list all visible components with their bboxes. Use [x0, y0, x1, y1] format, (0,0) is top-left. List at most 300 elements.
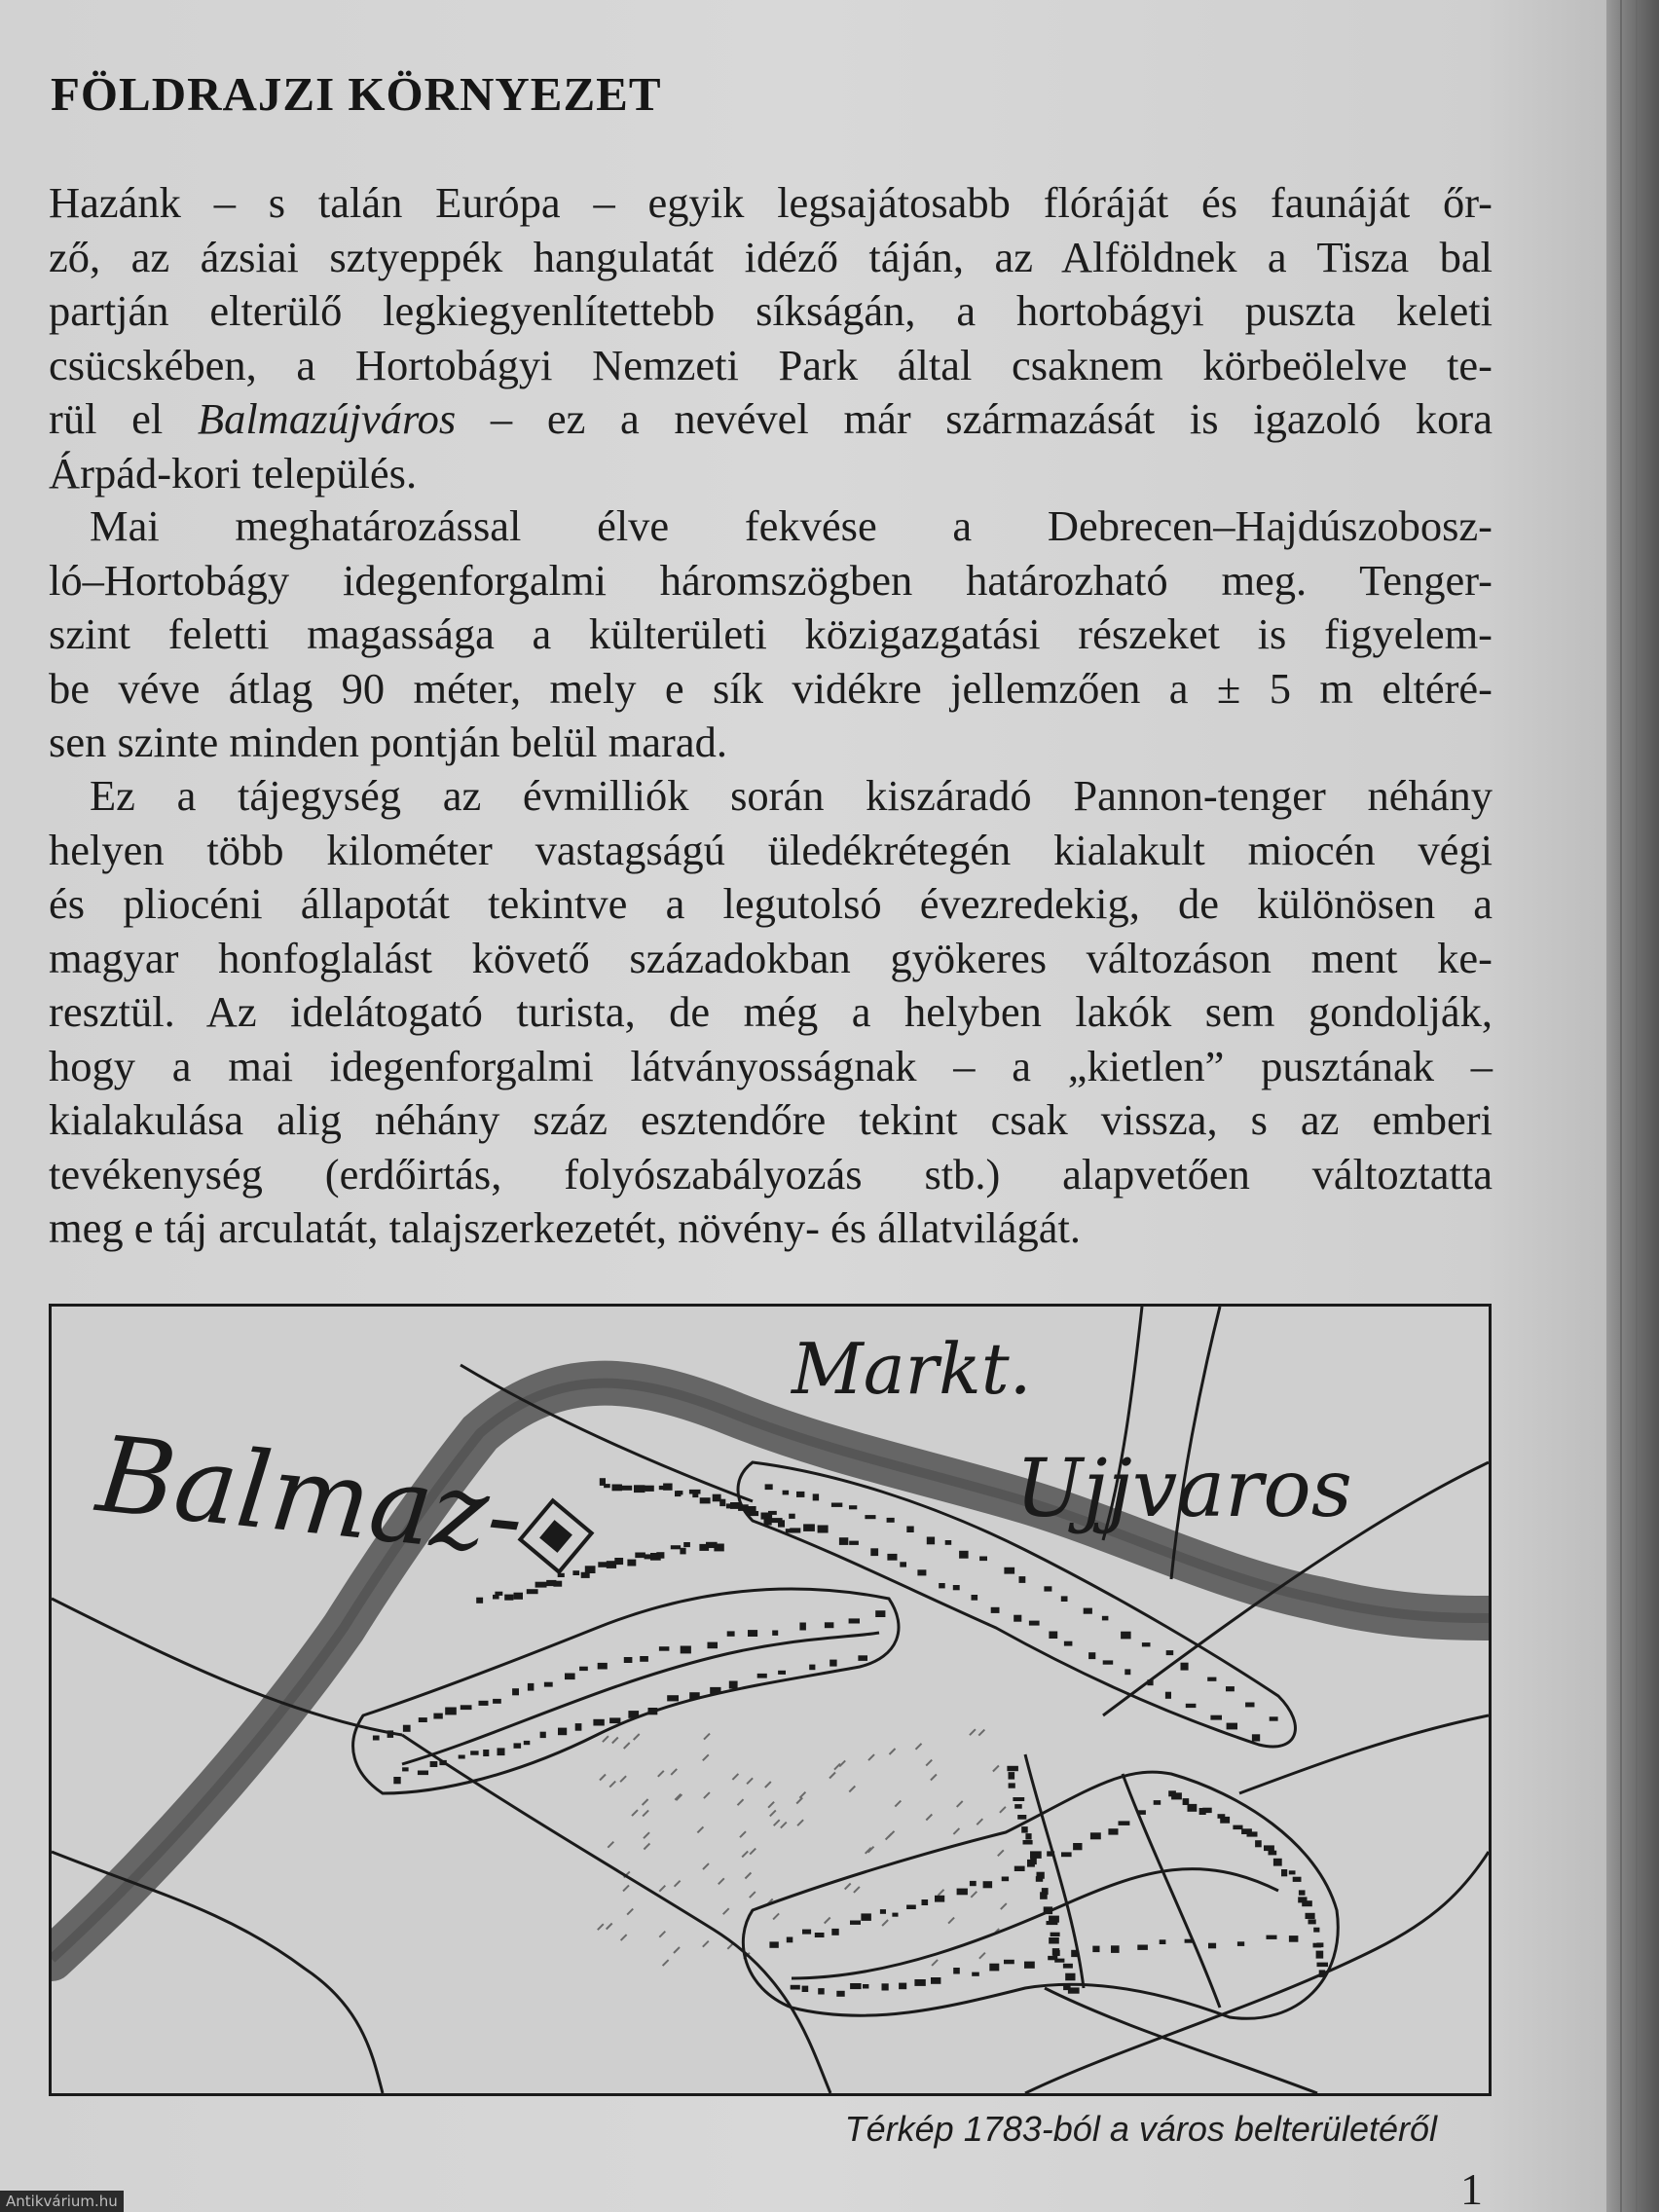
- paragraph-3: [49, 769, 1493, 1256]
- map-hatch-stroke: [750, 1892, 756, 1898]
- map-house: [1181, 1663, 1189, 1671]
- map-house: [729, 1681, 738, 1689]
- map-hatch-stroke: [704, 1792, 710, 1798]
- map-house: [1047, 1851, 1054, 1856]
- map-hatch-stroke: [799, 1792, 805, 1798]
- map-house: [1264, 1845, 1274, 1851]
- map-house: [1023, 1840, 1033, 1845]
- map-hatch-stroke: [750, 1849, 756, 1855]
- map-house: [645, 1486, 654, 1492]
- map-hatch-stroke: [768, 1802, 774, 1808]
- map-house: [796, 1492, 804, 1497]
- map-house: [681, 1646, 691, 1654]
- map-house: [418, 1771, 428, 1776]
- map-house: [791, 1985, 800, 1990]
- map-hatch-stroke: [825, 1918, 830, 1924]
- map-hatch-stroke: [632, 1810, 638, 1816]
- paragraph-line: be véve átlag 90 méter, mely e sík vidékre jellemzően a ± 5 m eltéré-: [49, 663, 1493, 713]
- map-hatch-stroke: [723, 1908, 729, 1914]
- map-house: [1014, 1866, 1025, 1871]
- map-house: [802, 1986, 809, 1992]
- map-house: [1013, 1797, 1024, 1801]
- map-house: [1068, 1987, 1080, 1993]
- map-house: [628, 1711, 639, 1718]
- map-house: [1154, 1800, 1161, 1805]
- line-text: rül el: [49, 394, 198, 443]
- map-house: [403, 1725, 411, 1732]
- map-house: [527, 1589, 538, 1594]
- map-house: [540, 1732, 546, 1738]
- map-house: [622, 1486, 633, 1491]
- map-house: [445, 1708, 457, 1715]
- map-hatch-stroke: [704, 1734, 710, 1740]
- map-hatch-stroke: [979, 1953, 985, 1959]
- map-hatch-stroke: [797, 1820, 803, 1825]
- map-house: [789, 1514, 795, 1519]
- map-hatch-stroke: [600, 1775, 606, 1781]
- map-house: [535, 1582, 547, 1588]
- map-house: [1065, 1973, 1075, 1981]
- map-house: [1088, 1652, 1095, 1659]
- page-edge: [1606, 0, 1659, 2212]
- map-hatch-stroke: [659, 1886, 665, 1892]
- map-hatch-stroke: [747, 1778, 753, 1784]
- map-house: [593, 1719, 604, 1726]
- map-house: [953, 1585, 960, 1590]
- map-house: [935, 1896, 944, 1902]
- map-hatch-stroke: [703, 1754, 709, 1760]
- map-house: [671, 1545, 681, 1549]
- map-house: [1165, 1692, 1171, 1699]
- map-house: [1186, 1704, 1197, 1708]
- map-house: [1092, 1946, 1099, 1953]
- map-house: [939, 1583, 945, 1588]
- map-house: [802, 1930, 811, 1935]
- map-house: [1270, 1716, 1278, 1720]
- map-house: [887, 1518, 895, 1523]
- town-name-italic: Balmazújváros: [197, 394, 457, 443]
- map-house: [931, 1977, 940, 1984]
- map-house: [572, 1570, 579, 1575]
- map-hatch-stroke: [624, 1743, 630, 1749]
- map-house: [1171, 1792, 1182, 1799]
- map-house: [1090, 1832, 1101, 1839]
- map-house: [1289, 1936, 1299, 1942]
- map-house: [524, 1741, 531, 1745]
- map-house: [970, 1881, 977, 1886]
- map-house: [1252, 1734, 1260, 1741]
- map-hatch-stroke: [926, 1815, 932, 1821]
- map-hatch-stroke: [674, 1947, 680, 1953]
- map-road: [1045, 1988, 1317, 2093]
- map-hatch-stroke: [830, 1773, 835, 1779]
- map-house: [1281, 1869, 1287, 1876]
- map-house: [1137, 1945, 1148, 1950]
- map-hatch-stroke: [608, 1842, 613, 1848]
- map-house: [1309, 1919, 1316, 1924]
- map-house: [1007, 1766, 1018, 1771]
- map-hatch-stroke: [953, 1828, 959, 1834]
- map-hatch-stroke: [703, 1863, 709, 1869]
- map-house: [1073, 1843, 1082, 1850]
- map-house: [544, 1682, 553, 1687]
- map-hatch-stroke: [868, 1754, 874, 1760]
- paragraph-line: ló–Hortobágy idegenforgalmi háromszögben határozható meg. Tenger-: [49, 555, 1493, 605]
- map-house: [1049, 1632, 1057, 1640]
- map-hatch-stroke: [663, 1960, 669, 1966]
- map-road: [1025, 1852, 1489, 2093]
- map-house: [1009, 1783, 1015, 1788]
- map-hatch-stroke: [697, 1826, 703, 1832]
- map-hatch-stroke: [854, 1887, 860, 1893]
- map-house: [1188, 1804, 1198, 1812]
- map-house: [989, 1964, 999, 1972]
- map-house: [483, 1750, 489, 1756]
- map-house: [624, 1657, 633, 1663]
- map-house: [663, 1484, 673, 1491]
- map-hatch-stroke: [627, 1909, 633, 1915]
- map-house: [778, 1520, 785, 1527]
- map-house: [1019, 1576, 1026, 1583]
- map-house: [1160, 1939, 1166, 1944]
- map-house: [470, 1751, 478, 1754]
- map-hatch-stroke: [849, 1787, 855, 1792]
- map-house: [479, 1701, 489, 1706]
- map-house: [1273, 1859, 1282, 1866]
- map-hatch-stroke: [1000, 1807, 1006, 1813]
- map-house: [1024, 1962, 1035, 1969]
- map-house: [1313, 1943, 1322, 1948]
- map-house: [836, 1991, 844, 1997]
- map-house: [433, 1714, 442, 1719]
- paragraph-line: szint feletti magassága a külterületi közigazgatási részeket is figyelem-: [49, 609, 1493, 658]
- map-road: [402, 1735, 830, 2093]
- map-hatch-stroke: [845, 1884, 851, 1890]
- map-hatch-stroke: [773, 1913, 779, 1919]
- paragraph-line: Árpád-kori település.: [49, 448, 418, 498]
- map-house: [1036, 1876, 1043, 1882]
- map-house: [558, 1573, 565, 1577]
- paragraph-line: csücskében, a Hortobágyi Nemzeti Park által csaknem körbeölelve te-: [49, 340, 1493, 389]
- map-house: [1044, 1586, 1051, 1591]
- paragraph-1: [49, 176, 1493, 500]
- map-house: [783, 1491, 790, 1495]
- map-hatch-stroke: [939, 1890, 944, 1896]
- map-house: [825, 1622, 834, 1628]
- map-house: [680, 1548, 685, 1555]
- map-house: [803, 1524, 815, 1531]
- map-house: [1061, 1852, 1072, 1857]
- map-house: [1002, 1877, 1009, 1882]
- map-house: [1142, 1642, 1151, 1646]
- map-hatch-stroke: [623, 1885, 629, 1891]
- map-house: [692, 1491, 698, 1497]
- map-hatch-stroke: [603, 1736, 608, 1742]
- map-hatch-stroke: [839, 1760, 845, 1766]
- map-house: [495, 1592, 502, 1596]
- map-house: [558, 1728, 567, 1736]
- map-house: [887, 1554, 897, 1561]
- paragraph-line: resztül. Az idelátogató turista, de még a helyben lakók sem gondolják,: [49, 987, 1493, 1036]
- map-hatch-stroke: [781, 1823, 787, 1828]
- paragraph-line: Ez a tájegység az évmilliók során kiszáradó Pannon-tenger néhány: [90, 771, 1493, 820]
- map-house: [635, 1553, 645, 1559]
- map-hatch-stroke: [932, 1960, 938, 1966]
- map-hatch-stroke: [1001, 1903, 1007, 1909]
- map-house: [1255, 1840, 1262, 1847]
- map-house: [979, 1557, 987, 1562]
- paragraph-line: és pliocéni állapotát tekintve a legutolsó évezredekig, de különösen a: [49, 879, 1493, 928]
- paragraph-line: tevékenység (erdőirtás, folyószabályozás stb.) alapvetően változtatta: [49, 1149, 1493, 1198]
- map-house: [861, 1913, 871, 1921]
- map-house: [514, 1593, 524, 1600]
- map-house: [1166, 1650, 1174, 1655]
- map-hatch-stroke: [957, 1801, 963, 1807]
- map-house: [983, 1881, 993, 1888]
- paragraph-line: ző, az ázsiai sztyeppék hangulatát idéző táján, az Alföldnek a Tisza bal: [49, 232, 1493, 281]
- map-house: [609, 1717, 620, 1723]
- map-hatch-stroke: [796, 1798, 802, 1804]
- map-house: [778, 1671, 786, 1675]
- map-label-ujjvaros: Ujjvaros: [1015, 1443, 1352, 1535]
- map-house: [772, 1631, 778, 1636]
- paragraph-line: hogy a mai idegenforgalmi látványosságnak – a „kietlen” pusztának –: [49, 1041, 1493, 1090]
- map-house: [1245, 1703, 1254, 1708]
- map-hatch-stroke: [719, 1878, 724, 1884]
- map-house: [1040, 1892, 1048, 1899]
- map-house: [858, 1655, 867, 1661]
- map-house: [1185, 1939, 1195, 1943]
- map-house: [387, 1730, 394, 1738]
- map-house: [1084, 1608, 1092, 1614]
- map-house: [1108, 1828, 1118, 1834]
- paragraph-line: Hazánk – s talán Európa – egyik legsajátosabb flóráját és faunáját őr-: [49, 178, 1493, 227]
- map-house: [972, 1595, 978, 1601]
- map-house: [1124, 1669, 1130, 1675]
- map-house: [787, 1937, 793, 1943]
- map-house: [1030, 1857, 1037, 1864]
- map-house: [914, 1979, 925, 1986]
- map-hatch-stroke: [740, 1831, 746, 1837]
- map-house: [850, 1921, 861, 1925]
- map-house: [1302, 1900, 1312, 1906]
- map-house: [972, 1972, 979, 1976]
- map-house: [459, 1755, 465, 1759]
- map-hatch-stroke: [916, 1744, 922, 1750]
- map-house: [953, 1968, 960, 1974]
- map-house: [640, 1656, 648, 1662]
- map-house: [1147, 1679, 1153, 1685]
- map-house: [1227, 1723, 1237, 1730]
- map-house: [1014, 1615, 1021, 1622]
- map-house: [708, 1642, 719, 1649]
- map-house: [748, 1630, 757, 1637]
- map-house: [1313, 1928, 1319, 1933]
- map-hatch-stroke: [926, 1760, 932, 1766]
- map-hatch-stroke: [643, 1799, 648, 1805]
- map-hatch-stroke: [978, 1730, 984, 1736]
- map-house: [627, 1560, 636, 1567]
- map-house: [1063, 1964, 1073, 1969]
- map-house: [1029, 1621, 1040, 1626]
- map-house: [906, 1905, 916, 1910]
- map-house: [882, 1983, 889, 1990]
- map-house: [757, 1674, 767, 1678]
- map-house: [1299, 1890, 1306, 1895]
- map-hatch-stroke: [598, 1924, 604, 1930]
- map-house: [1017, 1815, 1026, 1820]
- paragraph-2: [49, 499, 1493, 770]
- map-house: [656, 1552, 664, 1559]
- map-house: [1025, 1833, 1031, 1839]
- page-edge-line: [1636, 0, 1638, 2212]
- map-house: [1237, 1941, 1244, 1946]
- paragraph-line: sen szinte minden pontján belül marad.: [49, 718, 727, 766]
- paragraph-line: kialakulása alig néhány száz esztendőre tekint csak vissza, s az emberi: [49, 1095, 1493, 1144]
- map-house: [1210, 1715, 1222, 1720]
- map-hatch-stroke: [621, 1935, 627, 1940]
- map-house: [1207, 1677, 1216, 1681]
- map-house: [575, 1723, 582, 1731]
- map-house: [1061, 1596, 1068, 1602]
- map-house: [1102, 1616, 1109, 1621]
- map-house: [900, 1562, 906, 1567]
- map-hatch-stroke: [745, 1873, 751, 1879]
- map-house: [677, 1491, 683, 1494]
- map-house: [863, 1984, 868, 1989]
- map-hatch-stroke: [948, 1918, 954, 1924]
- map-house: [790, 1528, 800, 1532]
- paragraph-line-mixed: [49, 392, 1493, 447]
- map-hatch-stroke: [643, 1810, 648, 1816]
- map-house: [765, 1484, 773, 1490]
- map-hatch-stroke: [609, 1782, 615, 1788]
- map-hatch-stroke: [671, 1769, 677, 1775]
- map-house: [831, 1929, 838, 1936]
- map-house: [598, 1562, 607, 1567]
- map-hatch-stroke: [703, 1941, 709, 1947]
- map-house: [419, 1717, 427, 1722]
- map-house: [493, 1699, 501, 1704]
- map-hatch-stroke: [620, 1776, 626, 1782]
- page-edge-line: [1620, 0, 1622, 2212]
- map-house: [1111, 1945, 1120, 1953]
- map-house: [553, 1581, 562, 1587]
- map-hatch-stroke: [770, 1810, 776, 1816]
- map-house: [648, 1708, 658, 1714]
- map-house: [598, 1663, 608, 1670]
- map-house: [719, 1499, 725, 1506]
- map-house: [1004, 1567, 1014, 1574]
- map-house: [865, 1515, 875, 1519]
- map-house: [565, 1674, 575, 1680]
- map-house: [714, 1544, 723, 1552]
- map-road: [1239, 1715, 1489, 1793]
- map-house: [799, 1623, 806, 1631]
- map-house: [604, 1484, 610, 1488]
- map-house: [1316, 1951, 1324, 1959]
- map-house: [1049, 1937, 1059, 1944]
- map-house: [659, 1646, 670, 1651]
- map-hatch-stroke: [998, 1850, 1004, 1856]
- map-house: [957, 1889, 968, 1896]
- map-house: [1233, 1825, 1242, 1830]
- map-house: [922, 1899, 929, 1905]
- map-house: [875, 1610, 885, 1617]
- line-text: – ez a nevével már származását is igazoló kora: [456, 394, 1493, 443]
- map-house: [1047, 1921, 1058, 1925]
- map-house: [1293, 1877, 1302, 1882]
- map-house: [1306, 1913, 1315, 1919]
- map-house: [612, 1485, 623, 1492]
- map-house: [892, 1913, 898, 1917]
- map-house: [512, 1688, 519, 1695]
- map-church-inner: [539, 1520, 572, 1553]
- map-house: [710, 1687, 720, 1694]
- map-house: [870, 1548, 878, 1556]
- map-house: [818, 1526, 829, 1533]
- map-house: [614, 1558, 623, 1565]
- map-house: [1226, 1686, 1235, 1691]
- map-hatch-stroke: [970, 1729, 976, 1735]
- map-label-markt: Markt.: [792, 1328, 1032, 1410]
- map-house: [1247, 1831, 1258, 1836]
- map-house: [830, 1660, 836, 1667]
- map-house: [818, 1988, 825, 1994]
- map-house: [850, 1983, 862, 1989]
- paragraph-line: meg e táj arculatát, talajszerkezetét, növény- és állatvilágát.: [49, 1203, 1082, 1252]
- map-house: [927, 1537, 935, 1545]
- map-street-inner: [792, 1869, 1278, 1978]
- map-house: [402, 1767, 409, 1771]
- paragraph-line: helyen több kilométer vastagságú üledékrétegén kialakult miocén végi: [49, 825, 1493, 874]
- map-house: [1208, 1943, 1216, 1949]
- map-house: [1267, 1936, 1277, 1939]
- map-house: [1289, 1870, 1296, 1874]
- paragraph-line: partján elterülő legkiegyenlítettebb síkságán, a hortobágyi puszta keleti: [49, 286, 1493, 335]
- map-house: [1138, 1810, 1146, 1815]
- map-hatch-stroke: [895, 1801, 901, 1807]
- map-hatch-stroke: [742, 1851, 748, 1857]
- map-house: [849, 1541, 859, 1545]
- map-house: [899, 1983, 906, 1990]
- map-hatch-stroke: [765, 1782, 771, 1788]
- map-house: [1269, 1851, 1277, 1856]
- map-house: [1064, 1641, 1073, 1646]
- map-label-balmaz: Balmaz-: [92, 1414, 530, 1580]
- figure-caption: Térkép 1783-ból a város belterületéről: [844, 2109, 1437, 2149]
- map-hatch-stroke: [644, 1832, 649, 1838]
- map-house: [1317, 1963, 1329, 1968]
- map-house: [1053, 1950, 1060, 1956]
- map-house: [461, 1705, 472, 1710]
- page-number: 1: [1460, 2164, 1483, 2212]
- map-hatch-stroke: [644, 1844, 649, 1850]
- map-hatch-stroke: [834, 1764, 840, 1770]
- map-house: [813, 1493, 819, 1500]
- paragraph-line: magyar honfoglalást követő századokban gyökeres változáson ment ke-: [49, 933, 1493, 982]
- map-house: [831, 1503, 842, 1507]
- map-house: [700, 1497, 711, 1503]
- map-house: [1319, 1970, 1325, 1977]
- map-house: [945, 1540, 952, 1545]
- map-house: [528, 1683, 535, 1691]
- map-house: [906, 1527, 913, 1533]
- map-hatch-stroke: [732, 1774, 738, 1780]
- map-house: [667, 1695, 679, 1701]
- map-hatch-stroke: [890, 1749, 896, 1754]
- map-street-inner: [402, 1633, 879, 1764]
